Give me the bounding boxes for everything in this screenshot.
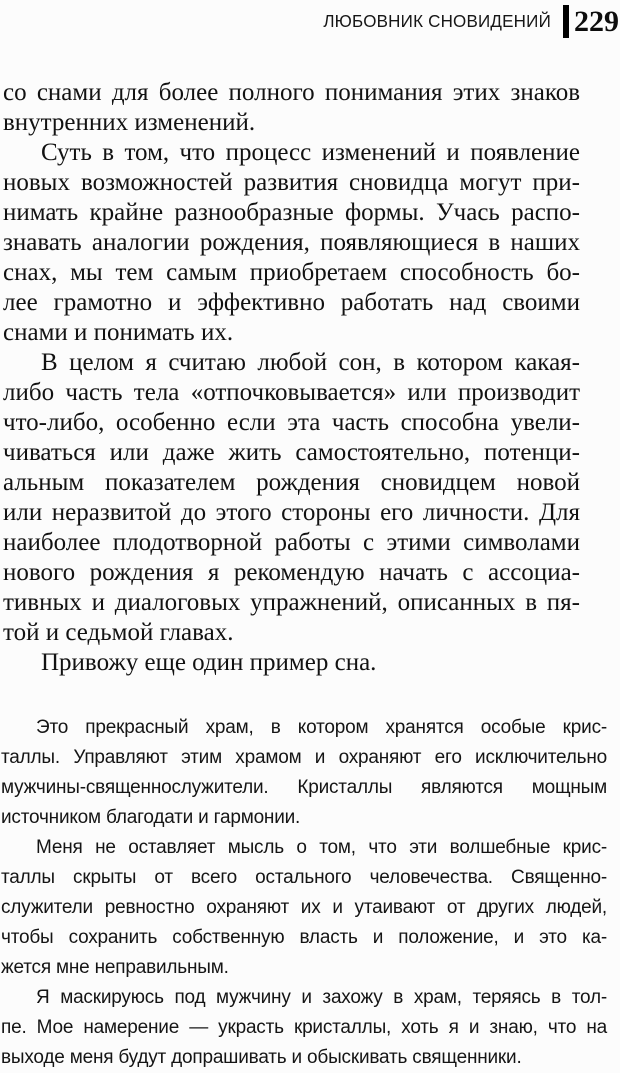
text-line: что-либо, особенно если эта часть способна увели- <box>3 409 580 436</box>
page-number-divider-bar <box>563 5 569 38</box>
text-line: служители ревностно охраняют их и утаивают от других людей, <box>1 897 607 918</box>
text-line: таллы скрыты от всего остального человечества. Священно- <box>1 867 607 888</box>
text-line: тивных и диалоговых упражнений, описанных в пя- <box>3 589 580 616</box>
text-line: чиваться или даже жить самостоятельно, потенци- <box>3 439 580 466</box>
text-line: выходе меня будут допрашивать и обыскивать священники. <box>1 1047 522 1068</box>
text-line: Меня не оставляет мысль о том, что эти волшебные крис- <box>36 837 607 858</box>
paragraph <box>3 348 580 648</box>
text-line: В целом я считаю любой сон, в котором какая- <box>41 349 580 376</box>
text-line: со снами для более полного понимания этих знаков <box>3 79 580 106</box>
text-line: чтобы сохранить собственную власть и положение, и это ка- <box>1 927 607 948</box>
text-line: таллы. Управляют этим храмом и охраняют его исключительно <box>1 747 607 768</box>
text-line: или неразвитой до этого стороны его личности. Для <box>3 499 580 526</box>
main-text-block <box>3 78 580 678</box>
text-line: той и седьмой главах. <box>3 619 234 646</box>
text-line: Суть в том, что процесс изменений и появление <box>41 139 580 166</box>
text-line: нимать крайне разнообразные формы. Учась распо- <box>3 199 580 226</box>
text-line: мужчины-священнослужители. Кристаллы являются мощным <box>1 777 607 798</box>
text-line: новых возможностей развития сновидца могут при- <box>3 169 580 196</box>
text-line: снами и понимать их. <box>3 319 234 346</box>
text-line: знавать аналогии рождения, появляющиеся в наших <box>3 229 580 256</box>
text-line: Я маскируюсь под мужчину и захожу в храм, теряясь в тол- <box>36 987 607 1008</box>
running-head <box>323 5 619 38</box>
running-head-title: ЛЮБОВНИК СНОВИДЕНИЙ <box>323 11 551 31</box>
paragraph-continuation <box>3 78 580 138</box>
text-line: наиболее плодотворной работы с этими символами <box>3 529 580 556</box>
dream-example-block <box>1 713 607 1073</box>
paragraph <box>3 138 580 348</box>
text-line: Это прекрасный храм, в котором хранятся особые крис- <box>36 717 607 738</box>
dream-paragraph <box>1 983 607 1073</box>
text-line: Привожу еще один пример сна. <box>41 649 377 676</box>
text-line: альным показателем рождения сновидцем новой <box>3 469 580 496</box>
text-line: лее грамотно и эффективно работать над своими <box>3 289 580 316</box>
text-line: нового рождения я рекомендую начать с ассоциа- <box>3 559 580 586</box>
text-line: пе. Мое намерение — украсть кристаллы, хоть я и знаю, что на <box>1 1017 607 1038</box>
text-line: источником благодати и гармонии. <box>1 807 301 828</box>
dream-paragraph <box>1 833 607 983</box>
text-line: жется мне неправильным. <box>1 957 229 978</box>
text-line: снах, мы тем самым приобретаем способность бо- <box>3 259 580 286</box>
text-line: внутренних изменений. <box>3 109 256 136</box>
page-number: 229 <box>574 5 619 38</box>
dream-paragraph <box>1 713 607 833</box>
text-line: либо часть тела «отпочковывается» или производит <box>3 379 580 406</box>
paragraph <box>3 648 580 678</box>
